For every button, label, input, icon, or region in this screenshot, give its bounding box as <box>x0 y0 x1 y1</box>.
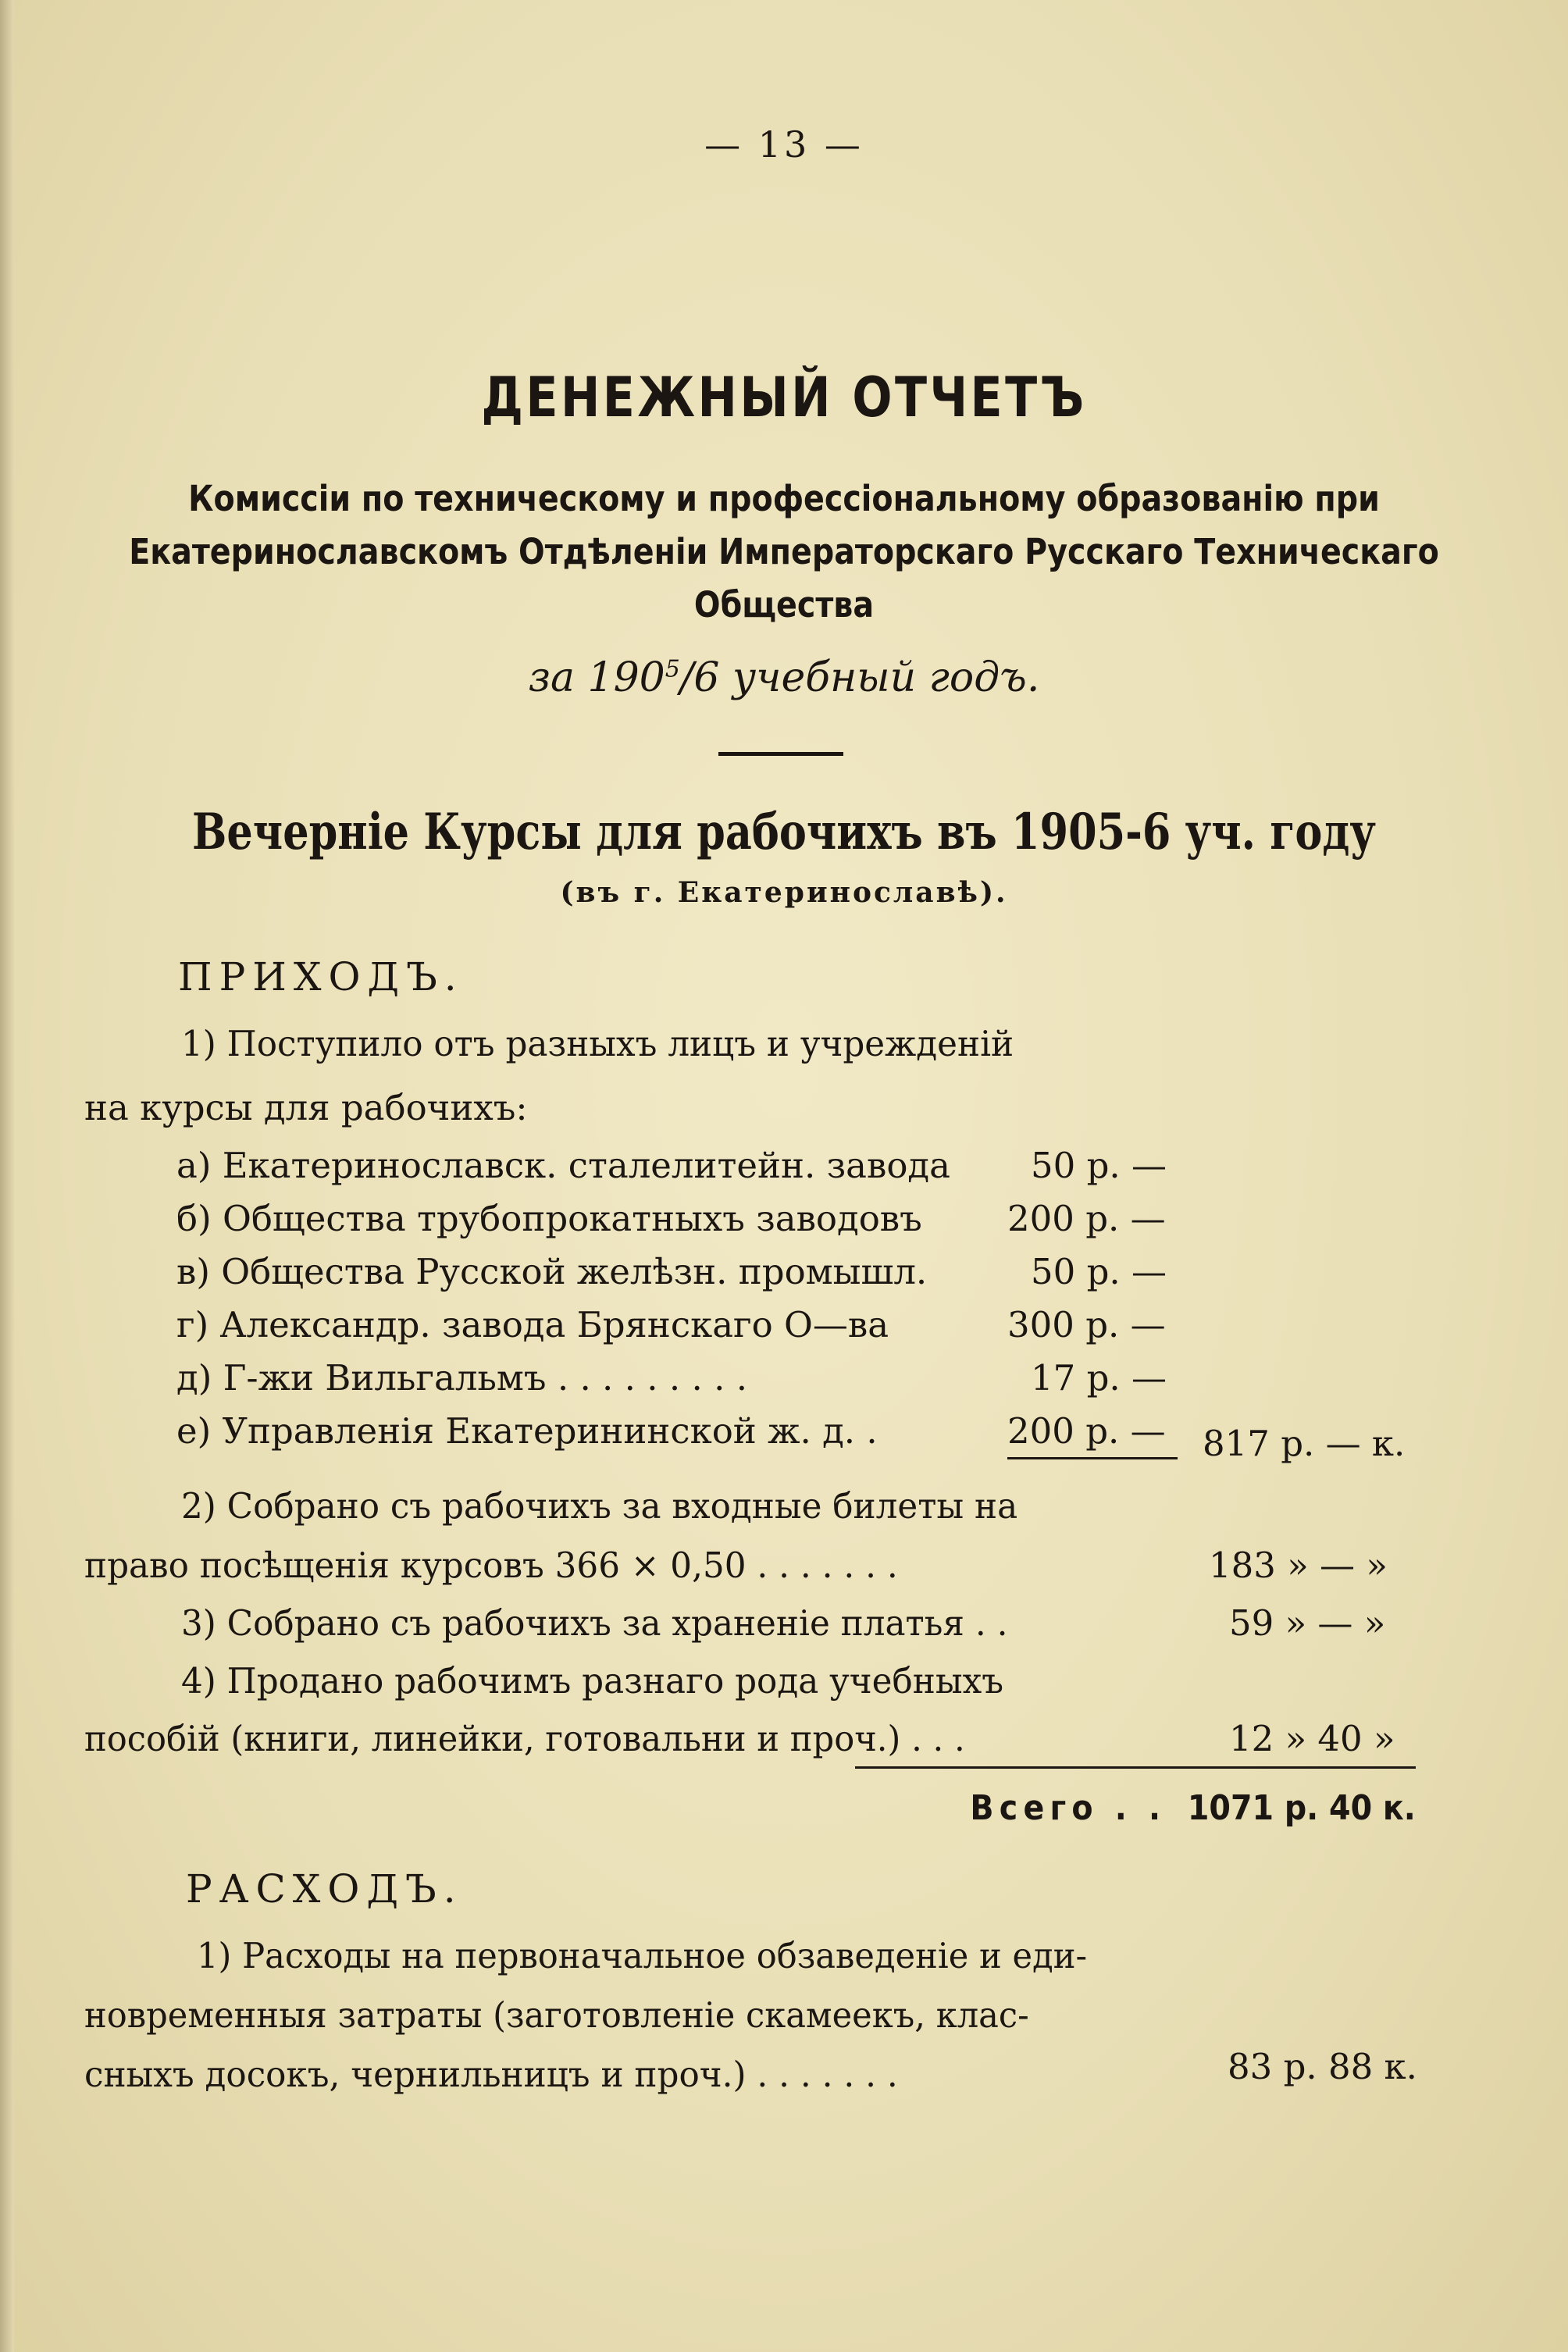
income-heading: ПРИХОДЪ. <box>178 954 464 1000</box>
expense-item-1-line-1: 1) Расходы на первоначальное обзаведеніе и еди- <box>197 1935 1088 1976</box>
income-item-3-line: 3) Собрано съ рабочихъ за храненіе платья . . <box>181 1602 1008 1644</box>
income-sub-item-a-amount: 50 р. — <box>1031 1145 1167 1186</box>
report-title: ДЕНЕЖНЫЙ ОТЧЕТЪ <box>481 365 1087 429</box>
subtitle-line-2: Екатеринославскомъ Отдѣленіи Императорскаго Русскаго Техническаго <box>129 531 1439 572</box>
total-rule <box>855 1766 1416 1769</box>
income-sub-item-v-amount: 50 р. — <box>1031 1251 1167 1292</box>
year-superscript: 5 <box>665 655 680 683</box>
year-suffix: /6 учебный годъ. <box>679 654 1040 701</box>
income-sub-item-b-amount: 200 р. — <box>1007 1198 1166 1239</box>
income-sub-item-e: е) Управленія Екатерининской ж. д. . <box>176 1410 878 1452</box>
income-sub-item-g: г) Александр. завода Брянскаго О—ва <box>176 1304 889 1345</box>
expense-item-1-line-3: сныхъ досокъ, чернильницъ и проч.) . . . . . . . <box>84 2054 898 2095</box>
subtitle-line-1: Комиссіи по техническому и профессіональному образованію при <box>188 478 1380 519</box>
title-divider <box>718 752 843 756</box>
grand-total-label: Всего . . <box>970 1788 1167 1828</box>
income-sub-item-a: а) Екатеринославск. сталелитейн. завода <box>176 1145 950 1186</box>
income-sub-item-v: в) Общества Русской желѣзн. промышл. <box>176 1251 928 1292</box>
expense-heading: РАСХОДЪ. <box>186 1866 463 1912</box>
page-number: — 13 — <box>704 123 864 166</box>
income-sub-item-b: б) Общества трубопрокатныхъ заводовъ <box>176 1198 922 1239</box>
section-subtitle: (въ г. Екатеринославѣ). <box>560 876 1008 909</box>
income-sub-item-e-amount: 200 р. — <box>1007 1410 1166 1452</box>
income-item-4-total: 12 » 40 » <box>1229 1718 1395 1759</box>
income-item-1-line-1: 1) Поступило отъ разныхъ лицъ и учрежденій <box>181 1023 1014 1064</box>
subtotal-underline <box>1007 1457 1178 1459</box>
income-grand-total-row <box>971 1788 1416 1828</box>
income-item-2-line-2: право посѣщенія курсовъ 366 × 0,50 . . . . . . . <box>84 1545 898 1586</box>
income-item-4-line-1: 4) Продано рабочимъ разнаго рода учебныхъ <box>181 1660 1003 1702</box>
academic-year-line <box>0 654 1568 701</box>
subtitle-line-3: Общества <box>693 584 875 625</box>
income-sub-item-d: д) Г-жи Вильгальмъ . . . . . . . . . <box>176 1357 748 1399</box>
income-item-2-line-1: 2) Собрано съ рабочихъ за входные билеты на <box>181 1485 1018 1527</box>
income-sub-item-d-amount: 17 р. — <box>1031 1357 1167 1399</box>
income-item-1-line-2: на курсы для рабочихъ: <box>84 1087 528 1128</box>
income-item-3-total: 59 » — » <box>1229 1602 1386 1644</box>
income-item-4-line-2: пособій (книги, линейки, готовальни и проч.) . . . <box>84 1718 965 1759</box>
grand-total-value: 1071 р. 40 к. <box>1188 1788 1416 1828</box>
income-sub-item-g-amount: 300 р. — <box>1007 1304 1166 1345</box>
expense-item-1-total: 83 р. 88 к. <box>1228 2046 1417 2087</box>
income-item-2-total: 183 » — » <box>1209 1545 1388 1586</box>
income-item-1-total: 817 р. — к. <box>1203 1423 1406 1464</box>
expense-item-1-line-2: новременныя затраты (заготовленіе скамеекъ, клас- <box>84 1994 1029 2036</box>
page-edge <box>0 0 14 2352</box>
year-prefix: за 190 <box>528 654 665 701</box>
section-title: Вечерніе Курсы для рабочихъ въ 1905-6 уч. году <box>192 803 1376 861</box>
